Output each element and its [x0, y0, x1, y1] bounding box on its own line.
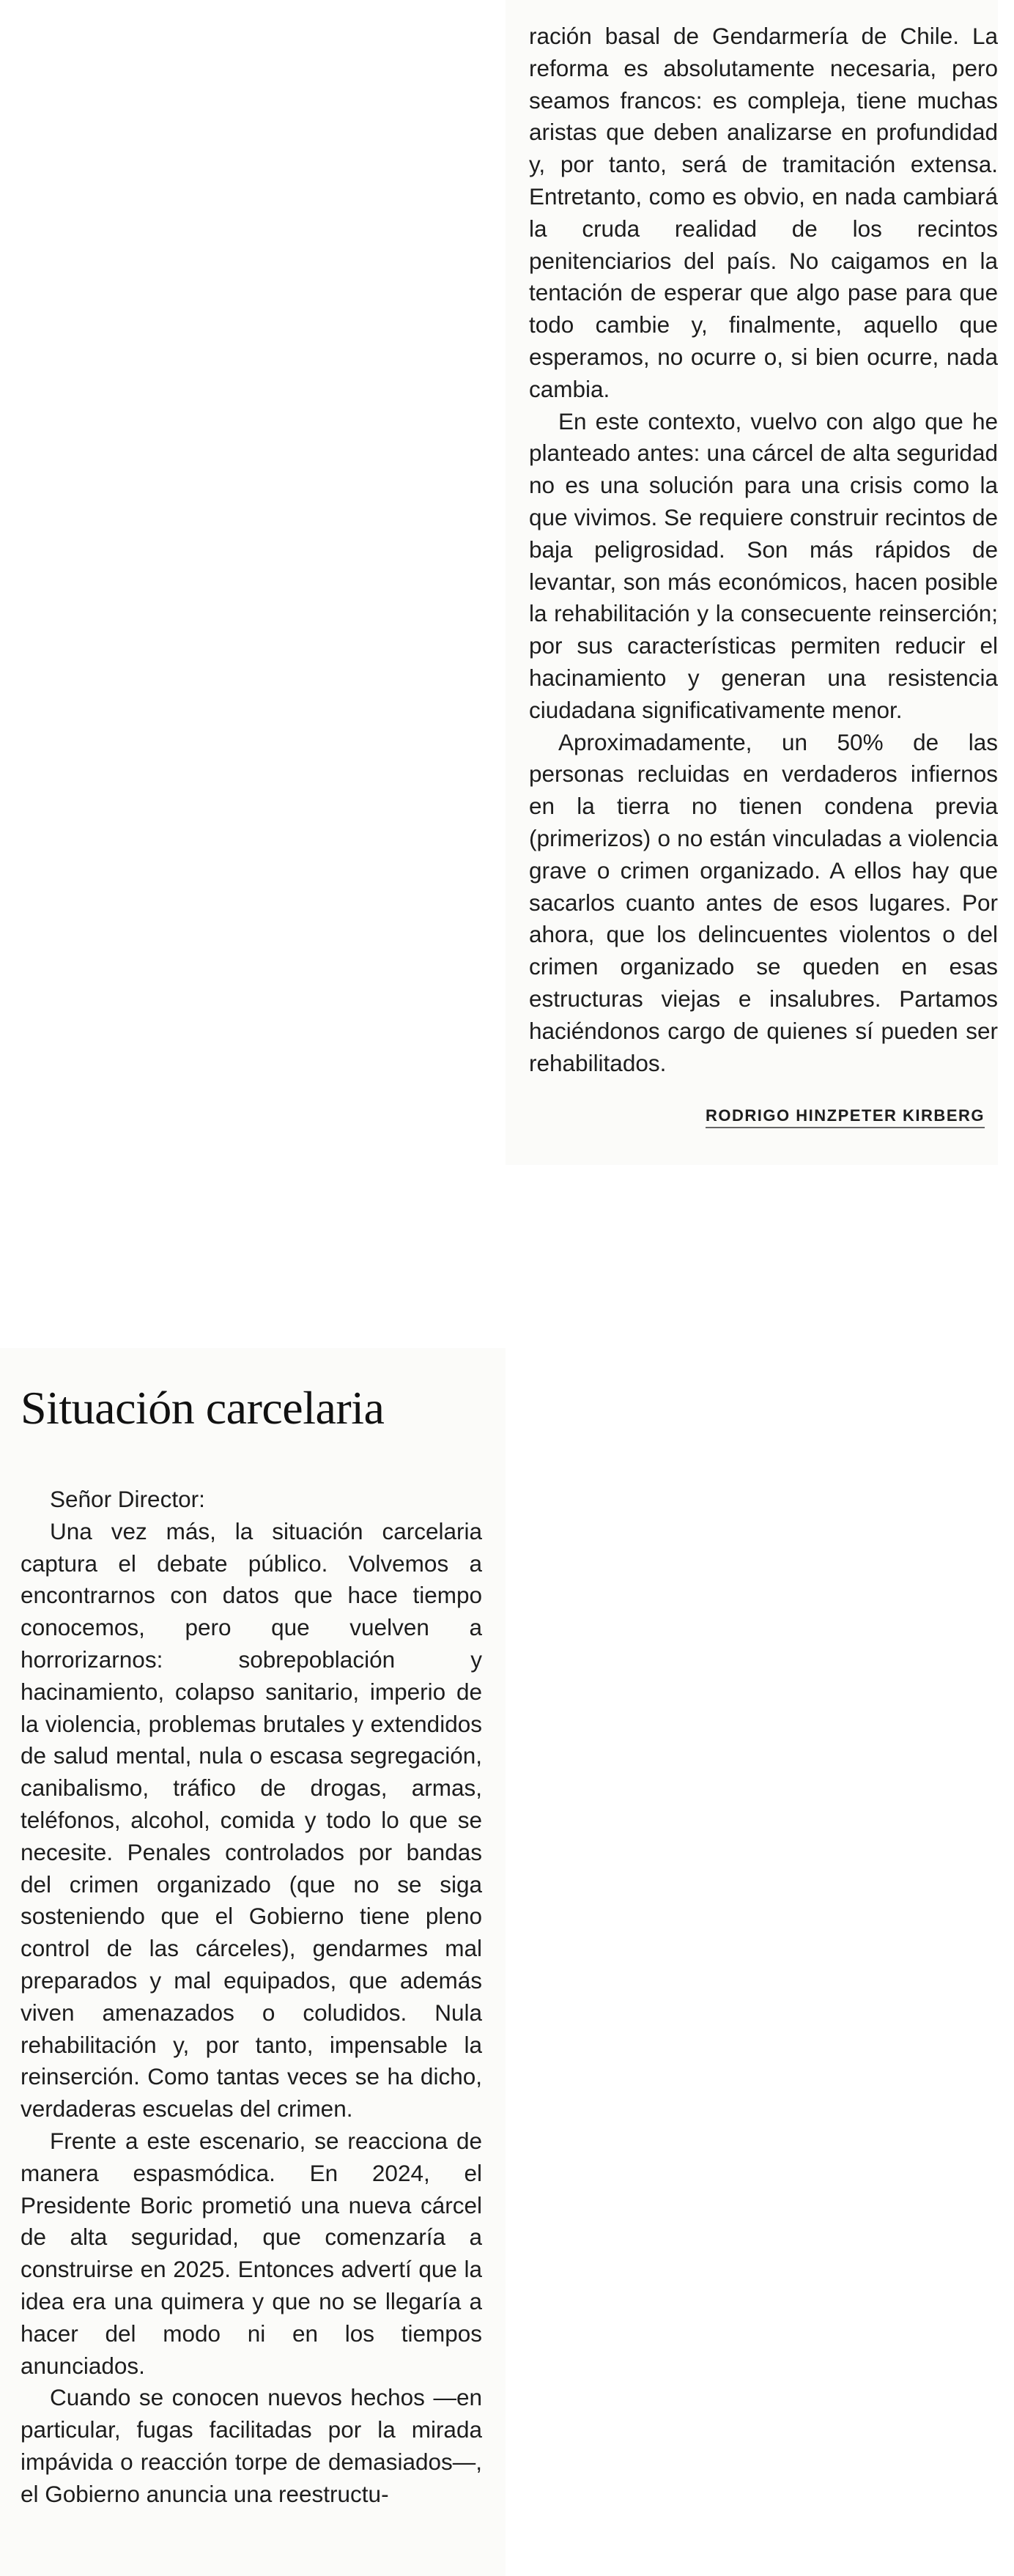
body-paragraph: Cuando se conocen nuevos hechos —en particular, fugas facilitadas por la mirada impávida o reacción torpe de demasiados—, el Gobierno anuncia una reestructu- [21, 2384, 482, 2507]
letter-continuation-column [506, 0, 998, 1165]
letter-body [21, 1484, 482, 2511]
author-signature: RODRIGO HINZPETER KIRBERG [706, 1106, 985, 1128]
body-paragraph: Aproximadamente, un 50% de las personas recluidas en verdaderos infiernos en la tierra no tienen condena previa (primerizos) o no están vinculadas a violencia grave o crimen organizado. A ellos hay que sacarlos cuanto antes de esos lugares. Por ahora, que los delincuentes violentos o del crimen organizado se queden en esas estructuras viejas e insalubres. Partamos haciéndonos cargo de quienes sí pueden ser rehabilitados. [529, 728, 998, 1076]
body-paragraph: ración basal de Gendarmería de Chile. La reforma es absolutamente necesaria, pero seamos francos: es compleja, tiene muchas aristas que deben analizarse en profundidad y, por tanto, será de tramitación extensa. Entretanto, como es obvio, en nada cambiará la cruda realidad de los recintos penitenciarios del país. No caigamos en la tentación de esperar que algo pase para que todo cambie y, finalmente, aquello que esperamos, no ocurre o, si bien ocurre, nada cambia. [529, 23, 998, 402]
body-paragraph: Frente a este escenario, se reacciona de manera espasmódica. En 2024, el Presidente Boric prometió una nueva cárcel de alta seguridad, que comenzaría a construirse en 2025. Entonces advertí que la idea era una quimera y que no se llegaría a hacer del modo ni en los tiempos anunciados. [21, 2127, 482, 2379]
letter-column [0, 1348, 506, 2576]
letter-headline: Situación carcelaria [21, 1382, 385, 1434]
letter-salutation: Señor Director: [50, 1486, 205, 1512]
body-paragraph: Una vez más, la situación carcelaria captura el debate público. Volvemos a encontrarnos con datos que hace tiempo conocemos, pero que vuelven a horrorizarnos: sobrepoblación y hacinamiento, colapso sanitario, imperio de la violencia, problemas brutales y extendidos de salud mental, nula o escasa segregación, canibalismo, tráfico de drogas, armas, teléfonos, alcohol, comida y todo lo que se necesite. Penales controlados por bandas del crimen organizado (que no se siga sosteniendo que el Gobierno tiene pleno control de las cárceles), gendarmes mal preparados y mal equipados, que además viven amenazados o coludidos. Nula rehabilitación y, por tanto, impensable la reinserción. Como tantas veces se ha dicho, verdaderas escuelas del crimen. [21, 1517, 482, 2122]
letter-continuation-body [529, 21, 998, 1079]
body-paragraph: En este contexto, vuelvo con algo que he planteado antes: una cárcel de alta seguridad no es una solución para una crisis como la que vivimos. Se requiere construir recintos de baja peligrosidad. Son más rápidos de levantar, son más económicos, hacen posible la rehabilitación y la consecuente reinserción; por sus características permiten reducir el hacinamiento y generan una resistencia ciudadana significativamente menor. [529, 407, 998, 723]
